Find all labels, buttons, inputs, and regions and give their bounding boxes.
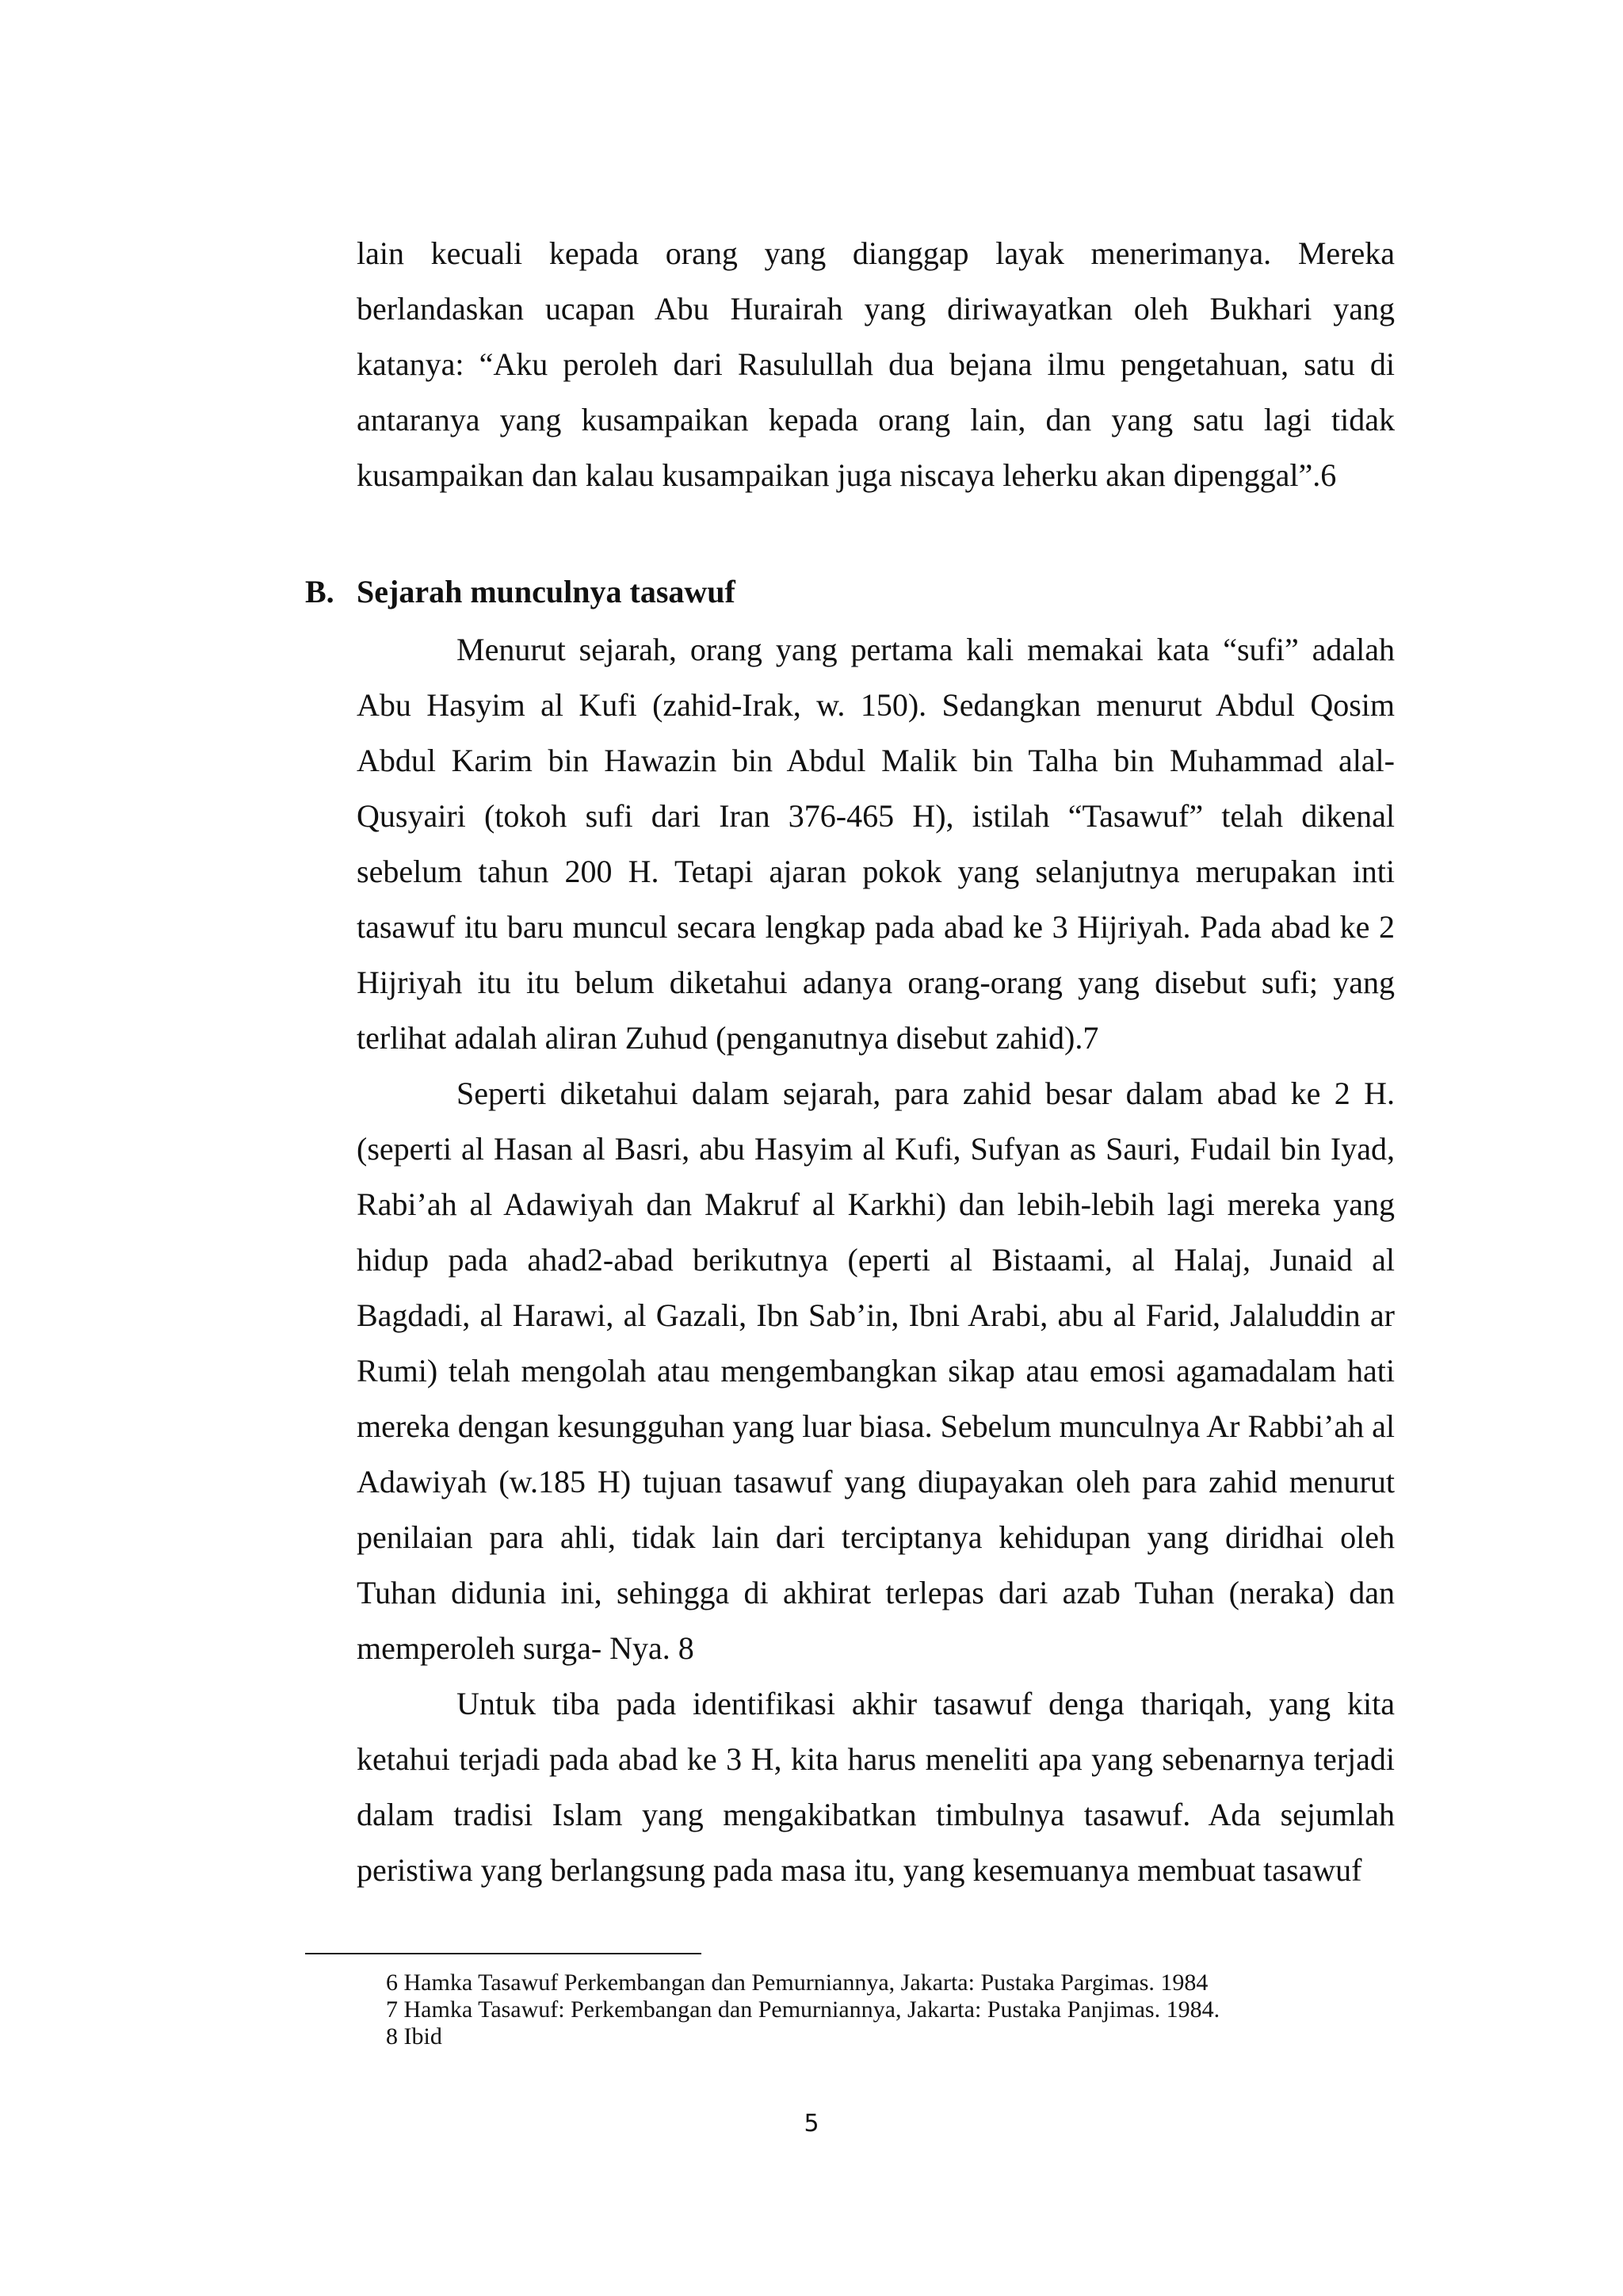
section-title: Sejarah munculnya tasawuf xyxy=(357,574,735,609)
history-paragraph-2: Seperti diketahui dalam sejarah, para zahid besar dalam abad ke 2 H. (seperti al Hasan al Basri, abu Hasyim al Kufi, Sufyan as Sauri, Fudail bin Iyad, Rabi’ah al Adawiyah dan Makruf al Karkhi) dan lebih-lebih lagi mereka yang hidup pada ahad2-abad berikutnya (eperti al Bistaami, al Halaj, Junaid al Bagdadi, al Harawi, al Gazali, Ibn Sab’in, Ibni Arabi, abu al Farid, Jalaluddin ar Rumi) telah mengolah atau mengembangkan sikap atau emosi agamadalam hati mereka dengan kesungguhan yang luar biasa. Sebelum munculnya Ar Rabbi’ah al Adawiyah (w.185 H) tujuan tasawuf yang diupayakan oleh para zahid menurut penilaian para ahli, tidak lain dari terciptanya kehidupan yang diridhai oleh Tuhan didunia ini, sehingga di akhirat terlepas dari azab Tuhan (neraka) dan memperoleh surga- Nya. 8 xyxy=(357,1075,1395,1666)
page-number: 5 xyxy=(804,2110,819,2137)
section-heading xyxy=(305,564,1415,620)
footnote-7: 7 Hamka Tasawuf: Perkembangan dan Pemurniannya, Jakarta: Pustaka Panjimas. 1984. xyxy=(386,1996,1220,2023)
footnote-separator xyxy=(305,1953,701,1954)
section-letter: B. xyxy=(305,574,334,609)
footnote-8: 8 Ibid xyxy=(386,2023,442,2050)
continuation-paragraph: lain kecuali kepada orang yang dianggap layak menerimanya. Mereka berlandaskan ucapan Abu Hurairah yang diriwayatkan oleh Bukhari yang katanya: “Aku peroleh dari Rasulullah dua bejana ilmu pengetahuan, satu di antaranya yang kusampaikan kepada orang lain, dan yang satu lagi tidak kusampaikan dan kalau kusampaikan juga niscaya leherku akan dipenggal”.6 xyxy=(357,235,1395,493)
footnote-6: 6 Hamka Tasawuf Perkembangan dan Pemurniannya, Jakarta: Pustaka Pargimas. 1984 xyxy=(386,1969,1209,1996)
history-paragraph-3: Untuk tiba pada identifikasi akhir tasawuf denga thariqah, yang kita ketahui terjadi pada abad ke 3 H, kita harus meneliti apa yang sebenarnya terjadi dalam tradisi Islam yang mengakibatkan timbulnya tasawuf. Ada sejumlah peristiwa yang berlangsung pada masa itu, yang kesemuanya membuat tasawuf xyxy=(357,1686,1395,1888)
footnotes-list xyxy=(386,1969,1416,2050)
history-paragraph-1: Menurut sejarah, orang yang pertama kali memakai kata “sufi” adalah Abu Hasyim al Kufi (zahid-Irak, w. 150). Sedangkan menurut Abdul Qosim Abdul Karim bin Hawazin bin Abdul Malik bin Talha bin Muhammad alal-Qusyairi (tokoh sufi dari Iran 376-465 H), istilah “Tasawuf” telah dikenal sebelum tahun 200 H. Tetapi ajaran pokok yang selanjutnya merupakan inti tasawuf itu baru muncul secara lengkap pada abad ke 3 Hijriyah. Pada abad ke 2 Hijriyah itu itu belum diketahui adanya orang-orang yang disebut sufi; yang terlihat adalah aliran Zuhud (penganutnya disebut zahid).7 xyxy=(357,632,1395,1056)
